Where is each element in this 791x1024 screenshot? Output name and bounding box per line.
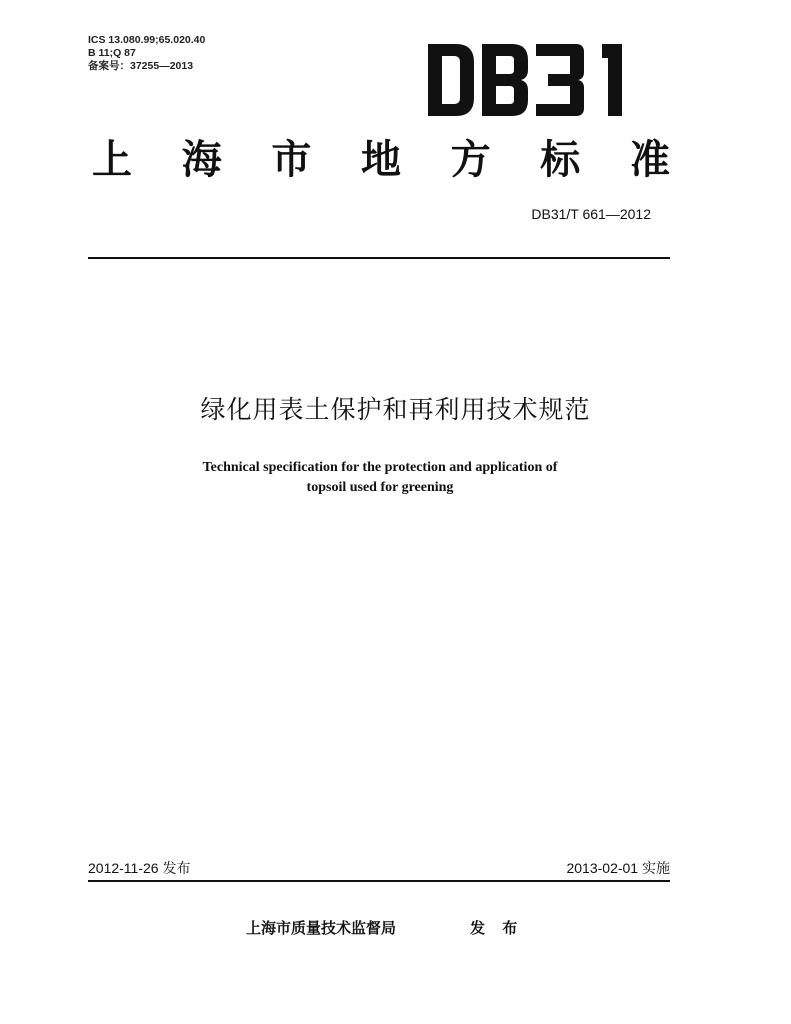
ccs-code: B 11;Q 87: [88, 47, 136, 59]
top-divider: [88, 257, 670, 259]
standard-number: DB31/T 661—2012: [531, 206, 651, 222]
ics-code: ICS 13.080.99;65.020.40: [88, 34, 206, 46]
title-char: 标: [540, 137, 581, 183]
english-title: [0, 458, 760, 498]
english-title-line: topsoil used for greening: [306, 480, 454, 495]
standard-type-title: [92, 138, 670, 182]
english-title-line: Technical specification for the protection and application of: [202, 460, 558, 475]
issue-date: 2012-11-26 发布: [88, 860, 191, 876]
title-char: 海: [181, 137, 222, 183]
title-char: 地: [360, 137, 401, 183]
classification-info: [88, 34, 205, 73]
chinese-title: 绿化用表土保护和再利用技术规范: [200, 395, 591, 424]
issue-label: 发 布: [470, 919, 524, 937]
title-char: 准: [629, 137, 670, 183]
implementation-date: 2013-02-01 实施: [566, 860, 670, 876]
db31-logo: [426, 42, 634, 118]
record-number: 备案号：37255—2013: [88, 60, 194, 72]
title-char: 方: [450, 137, 491, 183]
title-char: 上: [92, 137, 132, 183]
issuing-authority: 上海市质量技术监督局: [246, 919, 397, 937]
bottom-divider: [88, 880, 670, 882]
title-char: 市: [271, 137, 312, 183]
